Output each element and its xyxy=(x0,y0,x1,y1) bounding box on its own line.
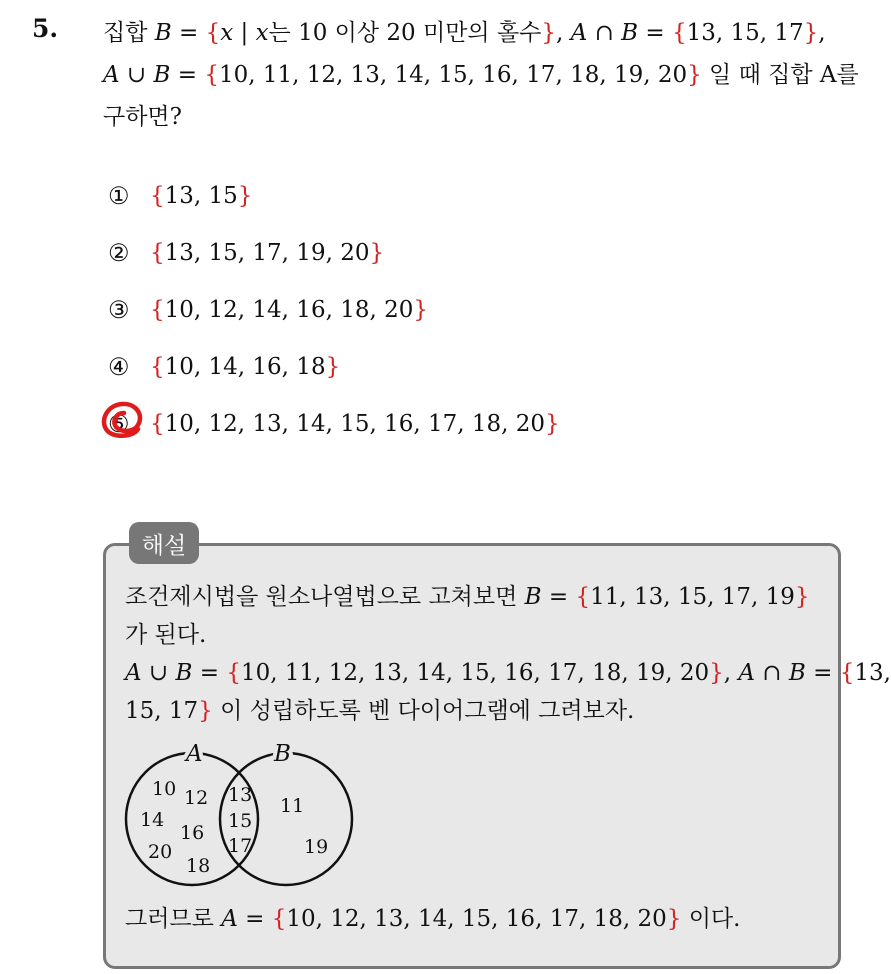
choice-4[interactable]: ④ { 10, 14, 16, 18 } xyxy=(108,353,341,381)
explanation-conclusion: 그러므로 A = {10, 12, 13, 14, 15, 16, 17, 18, 20} 이다. xyxy=(125,906,741,932)
venn-label-b: B xyxy=(274,741,291,767)
question-line-2: A ∪ B = {10, 11, 12, 13, 14, 15, 16, 17, 18, 19, 20} 일 때 집합 A를 xyxy=(103,62,859,88)
choice-number: ⑤ xyxy=(108,410,130,438)
explanation-line-4: 15, 17} 이 성립하도록 벤 다이어그램에 그려보자. xyxy=(125,698,635,724)
choice-5[interactable]: ⑤ { 10, 12, 13, 14, 15, 16, 17, 18, 20 } xyxy=(108,410,560,438)
choice-2[interactable]: ② { 13, 15, 17, 19, 20 } xyxy=(108,239,385,267)
venn-label-a: A xyxy=(186,741,203,767)
venn-value: 10 xyxy=(152,778,177,800)
question-line-3: 구하면? xyxy=(103,104,182,130)
venn-value: 16 xyxy=(180,822,205,844)
explanation-badge: 해설 xyxy=(129,522,199,564)
venn-value: 13 xyxy=(228,784,253,806)
choice-number: ④ xyxy=(108,353,130,381)
venn-value: 19 xyxy=(304,836,329,858)
explanation-line-2: 가 된다. xyxy=(125,622,207,648)
question-text xyxy=(103,12,868,138)
choice-number: ② xyxy=(108,239,130,267)
question-line-1: 집합 B = {x | x는 10 이상 20 미만의 홀수}, A ∩ B = {13, 15, 17}, xyxy=(103,20,826,46)
explanation-text xyxy=(125,578,891,730)
question-number: 5. xyxy=(32,14,59,43)
choice-number: ③ xyxy=(108,296,130,324)
explanation-line-3: A ∪ B = {10, 11, 12, 13, 14, 15, 16, 17, 18, 19, 20}, A ∩ B = {13, xyxy=(125,660,891,686)
explanation-line-1: 조건제시법을 원소나열법으로 고쳐보면 B = {11, 13, 15, 17, 19} xyxy=(125,584,810,610)
venn-value: 12 xyxy=(184,787,209,809)
venn-value: 18 xyxy=(186,855,211,877)
venn-value: 20 xyxy=(148,841,173,863)
choice-number: ① xyxy=(108,182,130,210)
venn-diagram xyxy=(120,735,360,895)
venn-value: 14 xyxy=(140,809,165,831)
venn-value: 17 xyxy=(228,835,253,857)
choice-1[interactable]: ① { 13, 15 } xyxy=(108,182,253,210)
answer-circle-mark xyxy=(98,399,148,441)
venn-value: 15 xyxy=(228,810,253,832)
choice-3[interactable]: ③ { 10, 12, 14, 16, 18, 20 } xyxy=(108,296,428,324)
venn-value: 11 xyxy=(280,795,305,817)
